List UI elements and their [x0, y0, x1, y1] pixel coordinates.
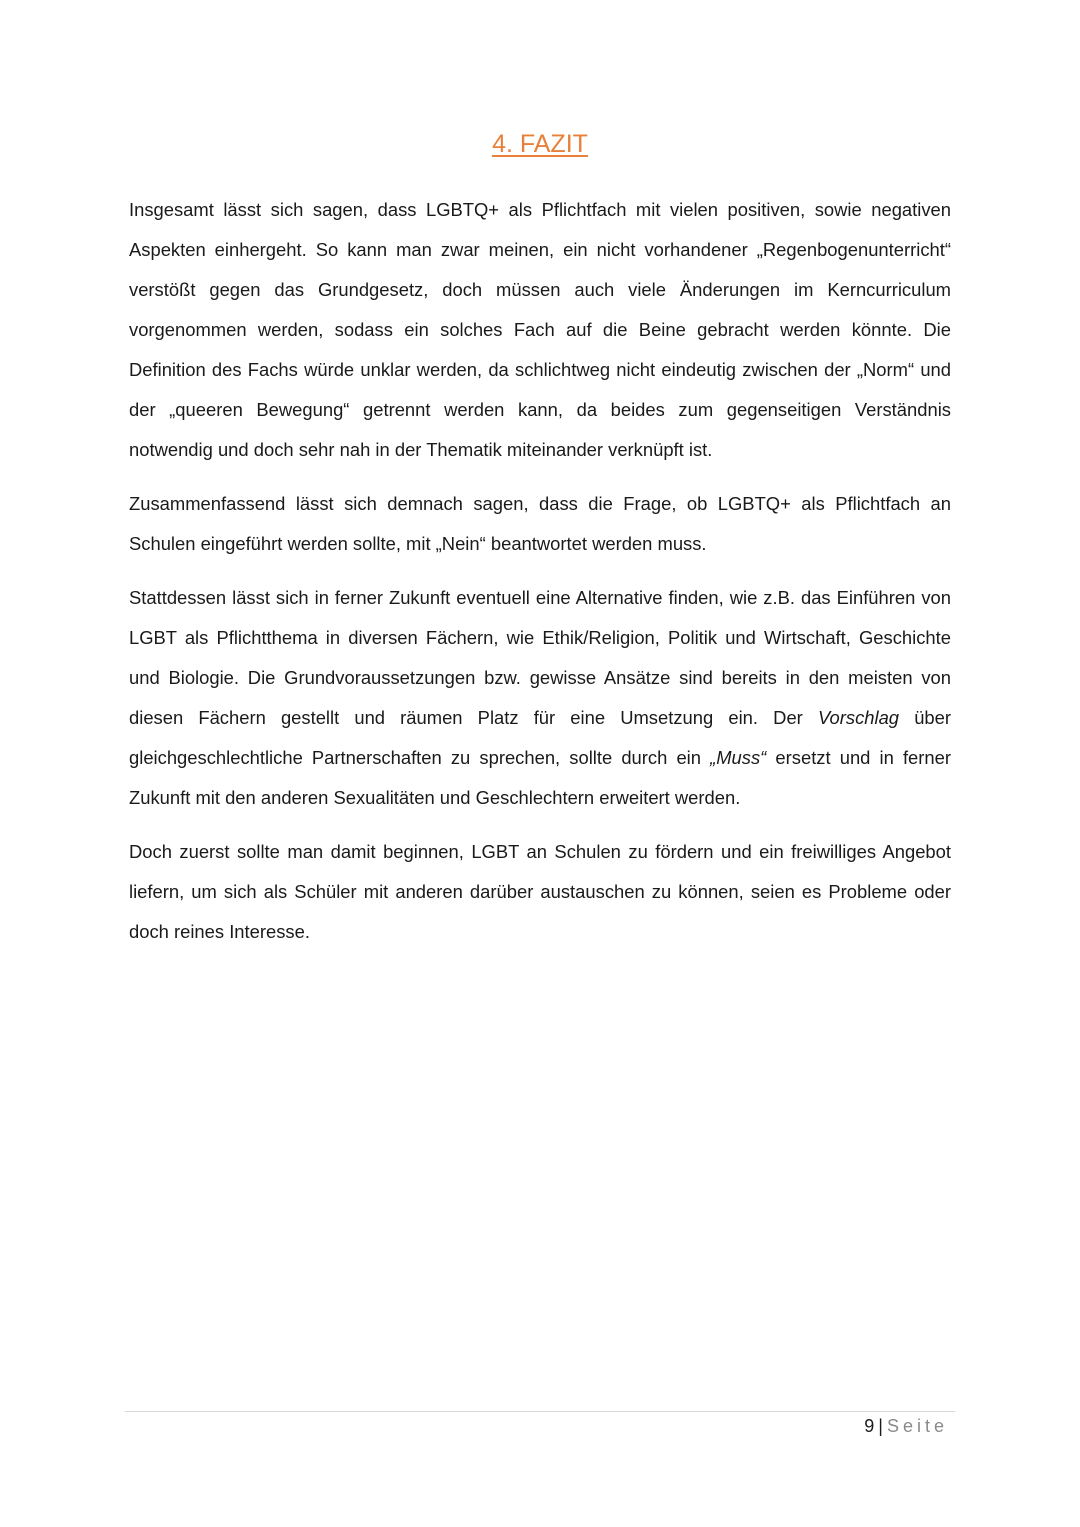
paragraph-3-part-1: Stattdessen lässt sich in ferner Zukunft eventuell eine Alternative finden, wie z.B. das Einführen von LGBT als Pflichtthema in diversen Fächern, wie Ethik/Religion, Politik und Wirtschaft, Geschichte und Biologie. Die Grundvoraussetzungen bzw. gewisse Ansätze sind bereits in den meisten von diesen Fächern gestellt und räumen Platz für eine Umsetzung ein. Der	[129, 587, 951, 728]
paragraph-3-emphasis-1: Vorschlag	[817, 707, 900, 728]
paragraph-3-emphasis-2: „Muss“	[710, 747, 767, 768]
paragraph-2: Zusammenfassend lässt sich demnach sagen, dass die Frage, ob LGBTQ+ als Pflichtfach an Schulen eingeführt werden sollte, mit „Nein“ beantwortet werden muss.	[129, 493, 951, 554]
paragraph-1: Insgesamt lässt sich sagen, dass LGBTQ+ als Pflichtfach mit vielen positiven, sowie negativen Aspekten einhergeht. So kann man zwar meinen, ein nicht vorhandener „Regenbogenunterricht“ verstößt gegen das Grundgesetz, doch müssen auch viele Änderungen im Kerncurriculum vorgenommen werden, sodass ein solches Fach auf die Beine gebracht werden könnte. Die Definition des Fachs würde unklar werden, da schlichtweg nicht eindeutig zwischen der „Norm“ und der „queeren Bewegung“ getrennt werden kann, da beides zum gegenseitigen Verständnis notwendig und doch sehr nah in der Thematik miteinander verknüpft ist.	[129, 199, 951, 460]
page-number: 9	[864, 1416, 875, 1436]
paragraph-3-part-3: ersetzt und in ferner Zukunft mit den anderen Sexualitäten und Geschlechtern erweitert werden.	[129, 747, 951, 808]
section-title: 4. FAZIT	[492, 130, 588, 158]
page-footer	[864, 1416, 948, 1437]
footer-separator: |	[878, 1416, 883, 1436]
paragraph-3	[129, 578, 951, 818]
paragraph-3-part-2: über gleichgeschlechtliche Partnerschaften zu sprechen, sollte durch ein	[129, 707, 951, 768]
paragraph-4: Doch zuerst sollte man damit beginnen, LGBT an Schulen zu fördern und ein freiwilliges Angebot liefern, um sich als Schüler mit anderen darüber austauschen zu können, seien es Probleme oder doch reines Interesse.	[129, 841, 951, 942]
page-label: Seite	[886, 1416, 948, 1436]
footer-divider	[125, 1411, 955, 1412]
body-text	[129, 190, 951, 966]
